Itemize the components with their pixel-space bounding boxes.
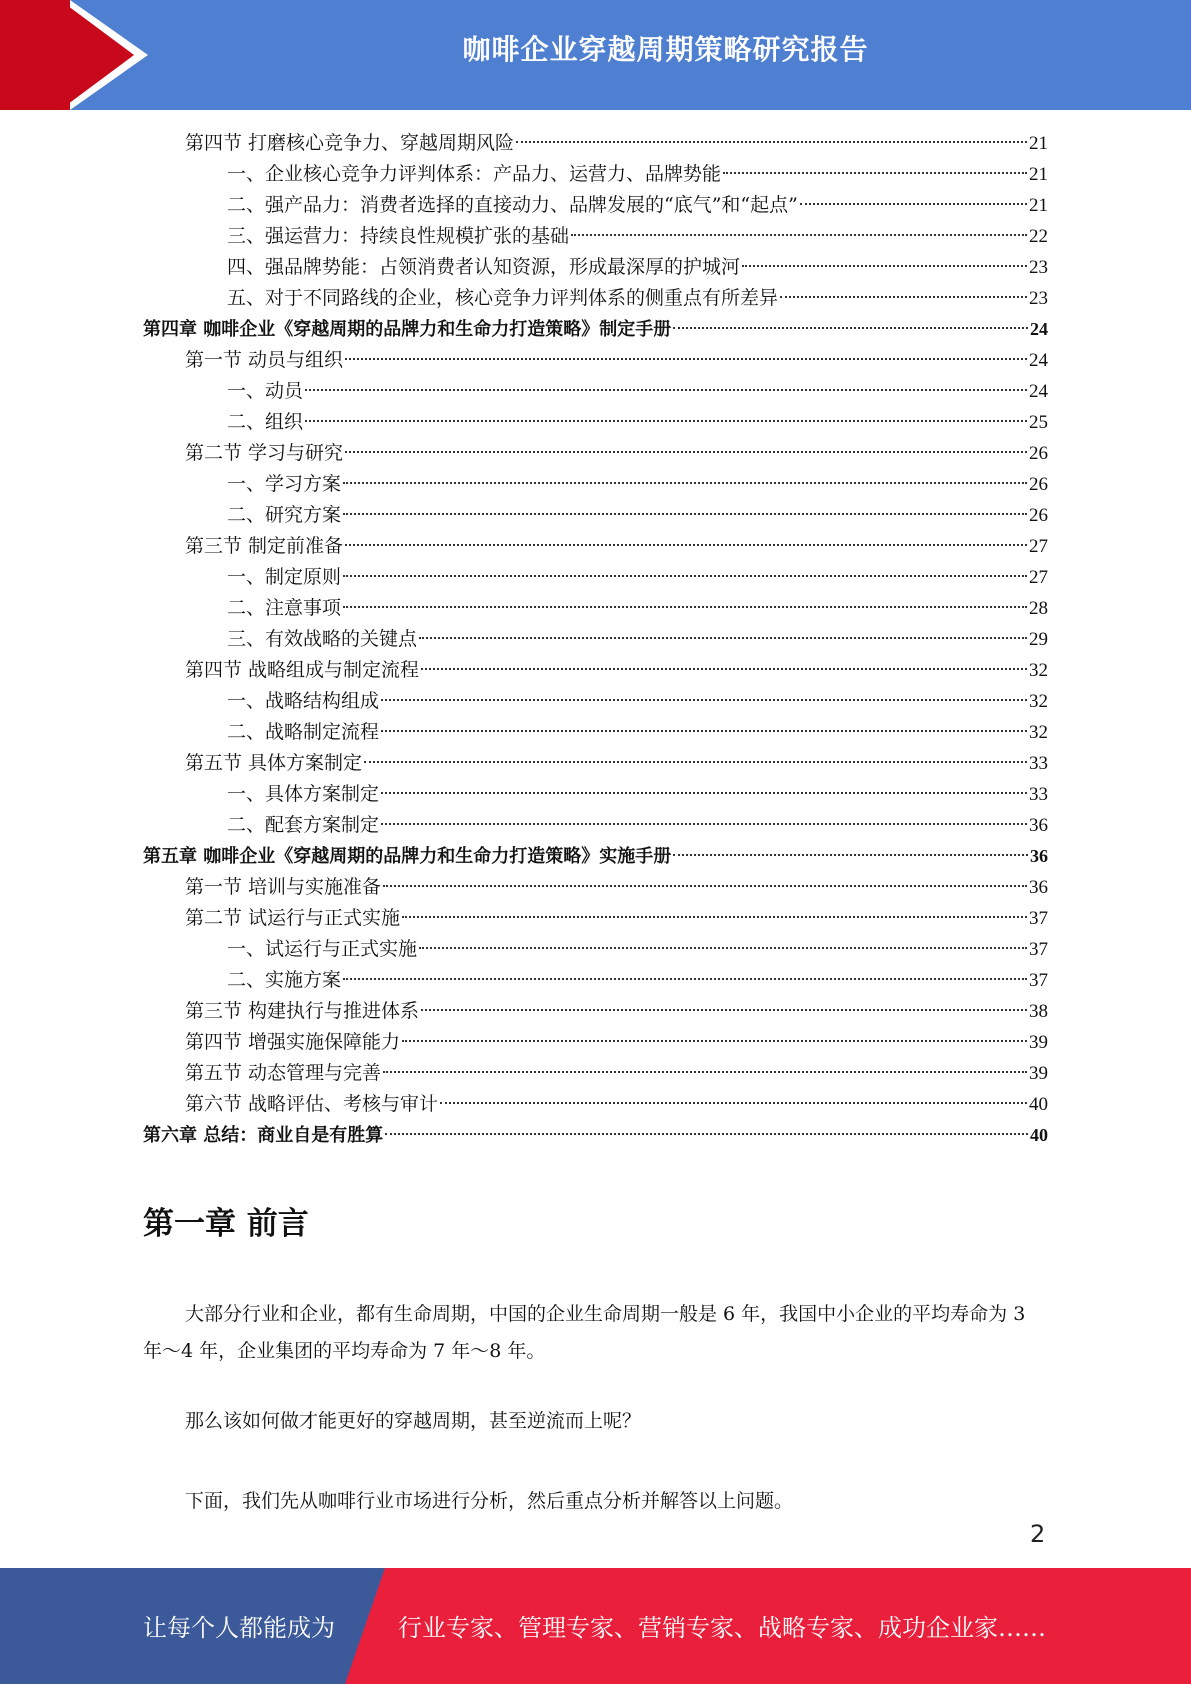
toc-entry-page: 22 <box>1029 226 1048 247</box>
page-header <box>0 0 1191 110</box>
toc-entry-page: 32 <box>1029 660 1048 681</box>
toc-entry-page: 28 <box>1029 598 1048 619</box>
intro-paragraph-2: 那么该如何做才能更好的穿越周期，甚至逆流而上呢？ <box>185 1410 642 1432</box>
toc-entry[interactable] <box>143 438 1048 469</box>
toc-leader-dots <box>381 791 1027 794</box>
toc-entry-title: 第四节 打磨核心竞争力、穿越周期风险 <box>185 132 515 154</box>
toc-leader-dots <box>673 326 1028 329</box>
toc-entry-page: 36 <box>1029 815 1048 836</box>
toc-entry[interactable] <box>143 376 1048 407</box>
chapter-title: 第一章 前言 <box>143 1206 309 1242</box>
toc-entry-title: 第四节 增强实施保障能力 <box>185 1031 401 1053</box>
toc-entry[interactable] <box>143 314 1048 345</box>
header-red-chevron <box>60 0 134 110</box>
toc-entry[interactable] <box>143 686 1048 717</box>
toc-leader-dots <box>343 605 1027 608</box>
toc-entry[interactable] <box>143 159 1048 190</box>
toc-entry[interactable] <box>143 655 1048 686</box>
toc-entry[interactable] <box>143 128 1048 159</box>
toc-leader-dots <box>343 481 1027 484</box>
page-footer <box>0 1568 1191 1684</box>
toc-entry-page: 27 <box>1029 536 1048 557</box>
page-number: 2 <box>1030 1520 1046 1548</box>
toc-entry-title: 四、强品牌势能：占领消费者认知资源，形成最深厚的护城河 <box>227 256 741 278</box>
toc-entry-title: 一、战略结构组成 <box>227 690 380 712</box>
toc-entry[interactable] <box>143 965 1048 996</box>
toc-entry-title: 一、具体方案制定 <box>227 783 380 805</box>
toc-leader-dots <box>742 264 1027 267</box>
toc-leader-dots <box>440 1101 1027 1104</box>
toc-entry-page: 39 <box>1029 1063 1048 1084</box>
toc-entry-title: 一、学习方案 <box>227 473 342 495</box>
toc-entry[interactable] <box>143 934 1048 965</box>
toc-leader-dots <box>381 729 1027 732</box>
toc-entry-page: 26 <box>1029 505 1048 526</box>
toc-entry[interactable] <box>143 593 1048 624</box>
toc-entry-page: 21 <box>1029 133 1048 154</box>
toc-entry-page: 24 <box>1029 350 1048 371</box>
toc-entry-title: 二、战略制定流程 <box>227 721 380 743</box>
toc-entry-title: 第五节 具体方案制定 <box>185 752 363 774</box>
toc-entry[interactable] <box>143 748 1048 779</box>
toc-entry[interactable] <box>143 810 1048 841</box>
toc-leader-dots <box>381 698 1027 701</box>
toc-entry-page: 26 <box>1029 443 1048 464</box>
toc-entry[interactable] <box>143 190 1048 221</box>
toc-leader-dots <box>383 1070 1027 1073</box>
toc-entry-page: 36 <box>1029 877 1048 898</box>
toc-entry[interactable] <box>143 562 1048 593</box>
toc-entry-page: 38 <box>1029 1001 1048 1022</box>
report-title: 咖啡企业穿越周期策略研究报告 <box>462 33 869 66</box>
toc-entry-title: 第三节 构建执行与推进体系 <box>185 1000 420 1022</box>
toc-entry-page: 32 <box>1029 722 1048 743</box>
toc-entry-title: 二、实施方案 <box>227 969 342 991</box>
toc-entry-page: 24 <box>1029 381 1048 402</box>
toc-leader-dots <box>343 574 1027 577</box>
toc-leader-dots <box>345 357 1027 360</box>
toc-leader-dots <box>305 388 1027 391</box>
toc-entry[interactable] <box>143 252 1048 283</box>
toc-entry-page: 33 <box>1029 753 1048 774</box>
toc-leader-dots <box>673 853 1028 856</box>
toc-entry[interactable] <box>143 500 1048 531</box>
toc-leader-dots <box>516 140 1027 143</box>
toc-leader-dots <box>571 233 1027 236</box>
toc-leader-dots <box>343 977 1027 980</box>
toc-entry-page: 23 <box>1029 257 1048 278</box>
toc-leader-dots <box>421 667 1027 670</box>
toc-entry-title: 一、企业核心竞争力评判体系：产品力、运营力、品牌势能 <box>227 163 722 185</box>
toc-entry-title: 一、试运行与正式实施 <box>227 938 418 960</box>
intro-paragraph-3: 下面，我们先从咖啡行业市场进行分析，然后重点分析并解答以上问题。 <box>185 1490 794 1512</box>
toc-entry-title: 一、制定原则 <box>227 566 342 588</box>
toc-entry-title: 第五章 咖啡企业《穿越周期的品牌力和生命力打造策略》实施手册 <box>143 846 672 867</box>
toc-leader-dots <box>800 202 1027 205</box>
toc-entry[interactable] <box>143 531 1048 562</box>
toc-entry-title: 第一节 培训与实施准备 <box>185 876 382 898</box>
toc-entry-title: 二、组织 <box>227 411 304 433</box>
toc-entry[interactable] <box>143 1058 1048 1089</box>
toc-entry[interactable] <box>143 283 1048 314</box>
toc-entry-title: 第五节 动态管理与完善 <box>185 1062 382 1084</box>
toc-entry-title: 三、有效战略的关键点 <box>227 628 418 650</box>
toc-entry[interactable] <box>143 407 1048 438</box>
toc-entry-title: 第一节 动员与组织 <box>185 349 344 371</box>
toc-entry[interactable] <box>143 1089 1048 1120</box>
toc-entry-page: 40 <box>1030 1125 1048 1145</box>
toc-entry-title: 三、强运营力：持续良性规模扩张的基础 <box>227 225 570 247</box>
toc-entry-page: 32 <box>1029 691 1048 712</box>
toc-entry-page: 33 <box>1029 784 1048 805</box>
toc-leader-dots <box>383 884 1027 887</box>
toc-leader-dots <box>305 419 1027 422</box>
intro-paragraph-1: 大部分行业和企业，都有生命周期，中国的企业生命周期一般是 6 年，我国中小企业的平均寿命为 3 年～4 年，企业集团的平均寿命为 7 年～8 年。 <box>143 1303 1026 1362</box>
toc-entry-page: 27 <box>1029 567 1048 588</box>
toc-entry-title: 二、研究方案 <box>227 504 342 526</box>
toc-leader-dots <box>345 543 1027 546</box>
toc-entry-title: 一、动员 <box>227 380 304 402</box>
toc-leader-dots <box>419 636 1027 639</box>
toc-leader-dots <box>345 450 1027 453</box>
toc-leader-dots <box>364 760 1027 763</box>
footer-slogan-right: 行业专家、管理专家、营销专家、战略专家、成功企业家…… <box>398 1614 1046 1642</box>
toc-leader-dots <box>723 171 1027 174</box>
toc-entry-page: 36 <box>1030 846 1048 866</box>
toc-leader-dots <box>419 946 1027 949</box>
toc-entry-page: 25 <box>1029 412 1048 433</box>
toc-leader-dots <box>402 1039 1027 1042</box>
toc-entry-page: 37 <box>1029 939 1048 960</box>
table-of-contents <box>143 128 1048 1151</box>
toc-entry[interactable] <box>143 469 1048 500</box>
toc-entry-title: 第四节 战略组成与制定流程 <box>185 659 420 681</box>
toc-entry-page: 39 <box>1029 1032 1048 1053</box>
toc-entry-title: 第二节 学习与研究 <box>185 442 344 464</box>
toc-entry-page: 40 <box>1029 1094 1048 1115</box>
toc-entry-page: 23 <box>1029 288 1048 309</box>
toc-entry[interactable] <box>143 221 1048 252</box>
toc-entry[interactable] <box>143 1120 1048 1151</box>
toc-entry[interactable] <box>143 345 1048 376</box>
toc-entry-title: 第六节 战略评估、考核与审计 <box>185 1093 439 1115</box>
toc-entry-title: 第二节 试运行与正式实施 <box>185 907 401 929</box>
toc-entry[interactable] <box>143 717 1048 748</box>
toc-entry-page: 26 <box>1029 474 1048 495</box>
toc-leader-dots <box>402 915 1027 918</box>
toc-entry[interactable] <box>143 624 1048 655</box>
toc-entry-title: 二、配套方案制定 <box>227 814 380 836</box>
toc-entry-page: 21 <box>1029 195 1048 216</box>
toc-entry[interactable] <box>143 841 1048 872</box>
toc-entry-page: 37 <box>1029 908 1048 929</box>
toc-entry-title: 第六章 总结：商业自是有胜算 <box>143 1125 384 1146</box>
toc-leader-dots <box>343 512 1027 515</box>
footer-slogan-left: 让每个人都能成为 <box>143 1614 335 1642</box>
toc-entry-page: 29 <box>1029 629 1048 650</box>
toc-entry-title: 第四章 咖啡企业《穿越周期的品牌力和生命力打造策略》制定手册 <box>143 319 672 340</box>
toc-entry-page: 37 <box>1029 970 1048 991</box>
toc-entry[interactable] <box>143 779 1048 810</box>
toc-leader-dots <box>421 1008 1027 1011</box>
toc-entry-title: 第三节 制定前准备 <box>185 535 344 557</box>
toc-entry-title: 二、强产品力：消费者选择的直接动力、品牌发展的“底气”和“起点” <box>227 194 798 216</box>
toc-entry[interactable] <box>143 996 1048 1027</box>
toc-leader-dots <box>385 1132 1028 1135</box>
toc-entry[interactable] <box>143 1027 1048 1058</box>
toc-entry[interactable] <box>143 872 1048 903</box>
toc-entry-title: 五、对于不同路线的企业，核心竞争力评判体系的侧重点有所差异 <box>227 287 779 309</box>
toc-leader-dots <box>780 295 1027 298</box>
toc-entry-page: 24 <box>1030 319 1048 339</box>
toc-entry-title: 二、注意事项 <box>227 597 342 619</box>
toc-entry-page: 21 <box>1029 164 1048 185</box>
toc-leader-dots <box>381 822 1027 825</box>
toc-entry[interactable] <box>143 903 1048 934</box>
